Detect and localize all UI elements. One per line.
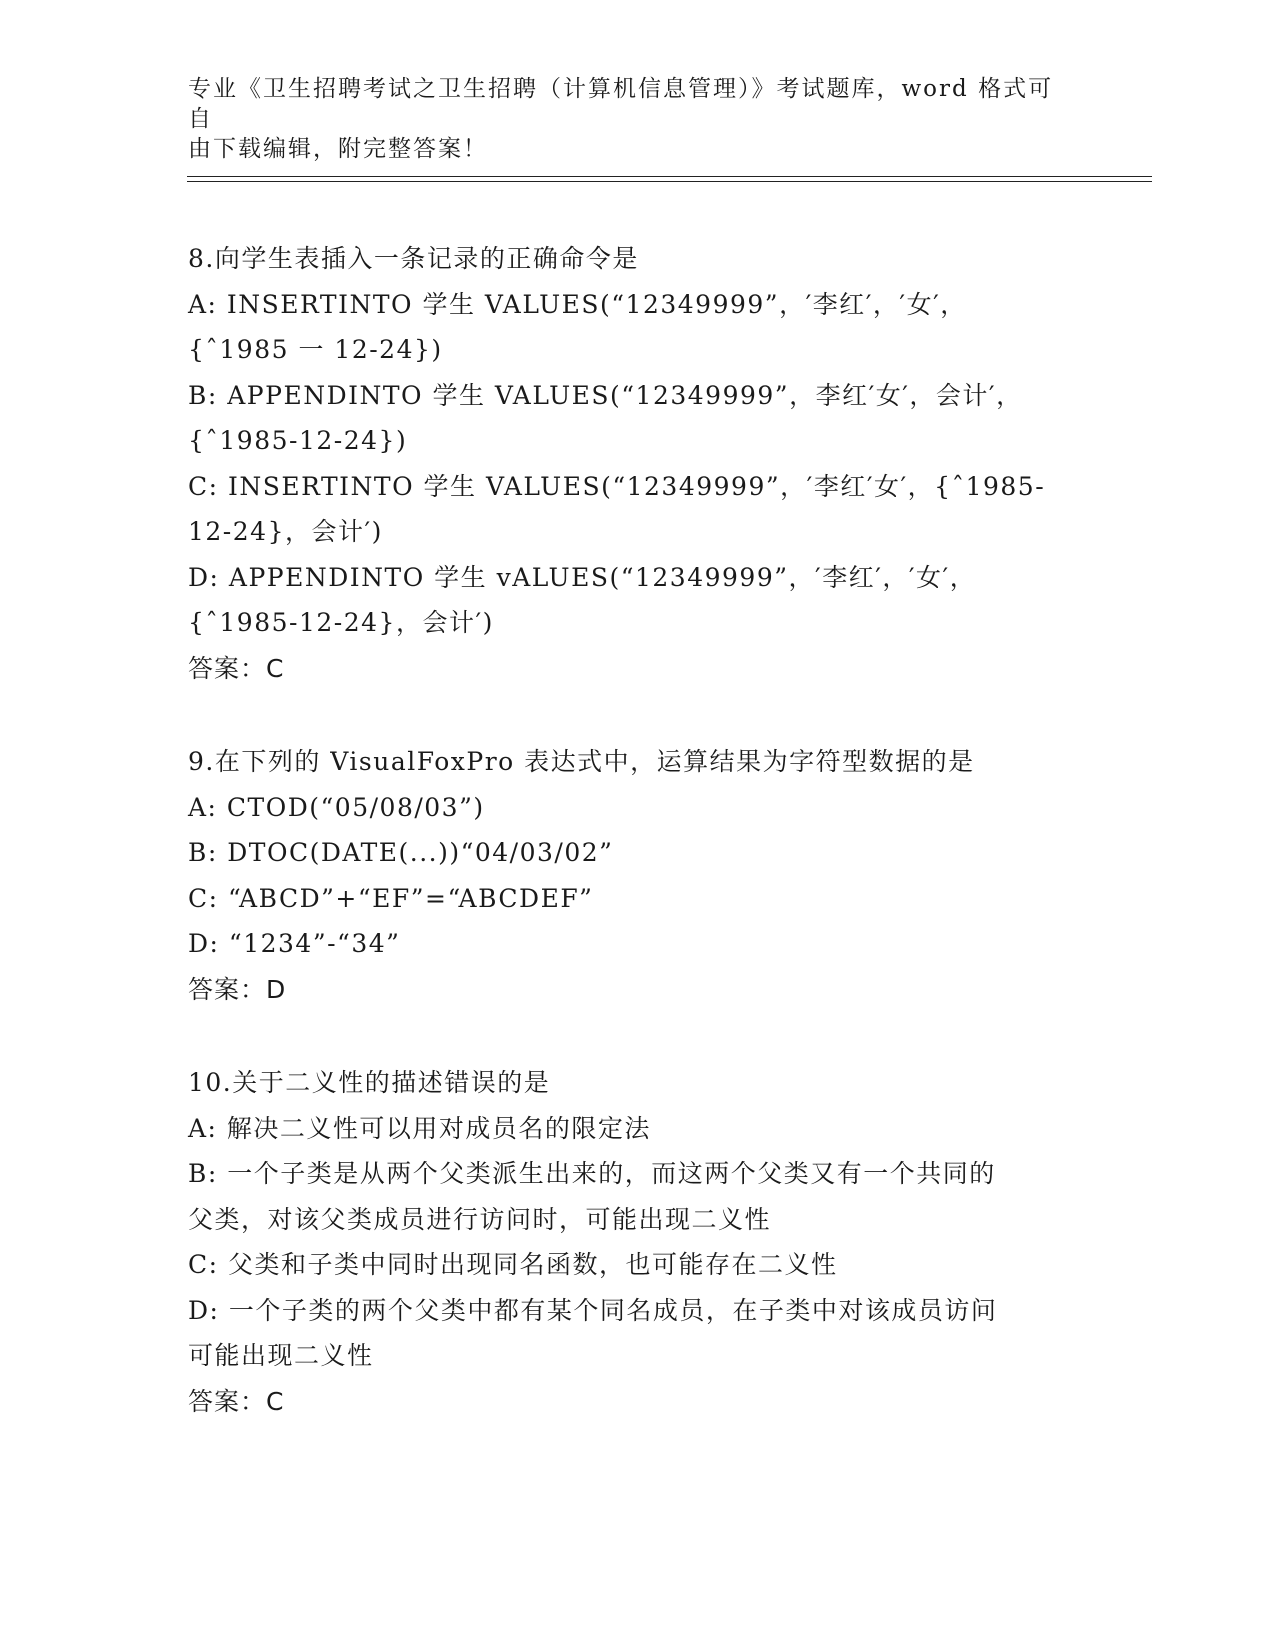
option-d-continued: 可能出现二义性 xyxy=(188,1341,374,1370)
option-b: B: DTOC(DATE(...))“04/03/02” xyxy=(188,838,614,867)
option-b-continued: {ˆ1985-12-24}) xyxy=(188,426,408,455)
question-stem: 8.向学生表插入一条记录的正确命令是 xyxy=(188,244,639,273)
question-10 xyxy=(188,1060,1088,1424)
option-a: A: INSERTINTO 学生 VALUES(“12349999”，′李红′，′女′， xyxy=(188,289,967,319)
question-stem: 9.在下列的 VisualFoxPro 表达式中，运算结果为字符型数据的是 xyxy=(188,747,975,776)
option-d: D: “1234”-“34” xyxy=(188,929,401,958)
option-a: A: CTOD(“05/08/03”) xyxy=(188,792,485,822)
answer-label: 答案：D xyxy=(188,974,287,1004)
question-list xyxy=(188,236,1088,1472)
option-a: A: 解决二义性可以用对成员名的限定法 xyxy=(188,1113,651,1143)
option-c: C: INSERTINTO 学生 VALUES(“12349999”，′李红′女′，{ˆ1985- xyxy=(188,471,1046,501)
option-d-continued: {ˆ1985-12-24}，会计′) xyxy=(188,608,494,637)
answer-label: 答案：C xyxy=(188,653,285,683)
option-b: B: 一个子类是从两个父类派生出来的，而这两个父类又有一个共同的 xyxy=(188,1159,996,1188)
option-d: D: APPENDINTO 学生 vALUES(“12349999”，′李红′，′女′， xyxy=(188,562,977,592)
header-divider-bottom xyxy=(187,181,1152,182)
option-c-continued: 12-24}，会计′) xyxy=(188,517,383,546)
header-line-2: 由下载编辑，附完整答案！ xyxy=(188,136,488,162)
option-c: C: “ABCD”+“EF”=“ABCDEF” xyxy=(188,883,594,913)
question-8 xyxy=(188,236,1088,691)
option-b: B: APPENDINTO 学生 VALUES(“12349999”，李红′女′，会计′， xyxy=(188,380,1023,410)
option-c: C: 父类和子类中同时出现同名函数，也可能存在二义性 xyxy=(188,1250,838,1279)
header-line-1: 专业《卫生招聘考试之卫生招聘（计算机信息管理）》考试题库，word 格式可自 xyxy=(188,76,1054,132)
answer-label: 答案：C xyxy=(188,1386,285,1416)
document-header xyxy=(188,74,1068,164)
option-a-continued: {ˆ1985 一 12-24}) xyxy=(188,335,443,364)
option-d: D: 一个子类的两个父类中都有某个同名成员，在子类中对该成员访问 xyxy=(188,1295,998,1325)
option-b-continued: 父类，对该父类成员进行访问时，可能出现二义性 xyxy=(188,1204,772,1234)
question-stem: 10.关于二义性的描述错误的是 xyxy=(188,1068,551,1097)
question-9 xyxy=(188,739,1088,1012)
header-divider-top xyxy=(187,176,1152,177)
